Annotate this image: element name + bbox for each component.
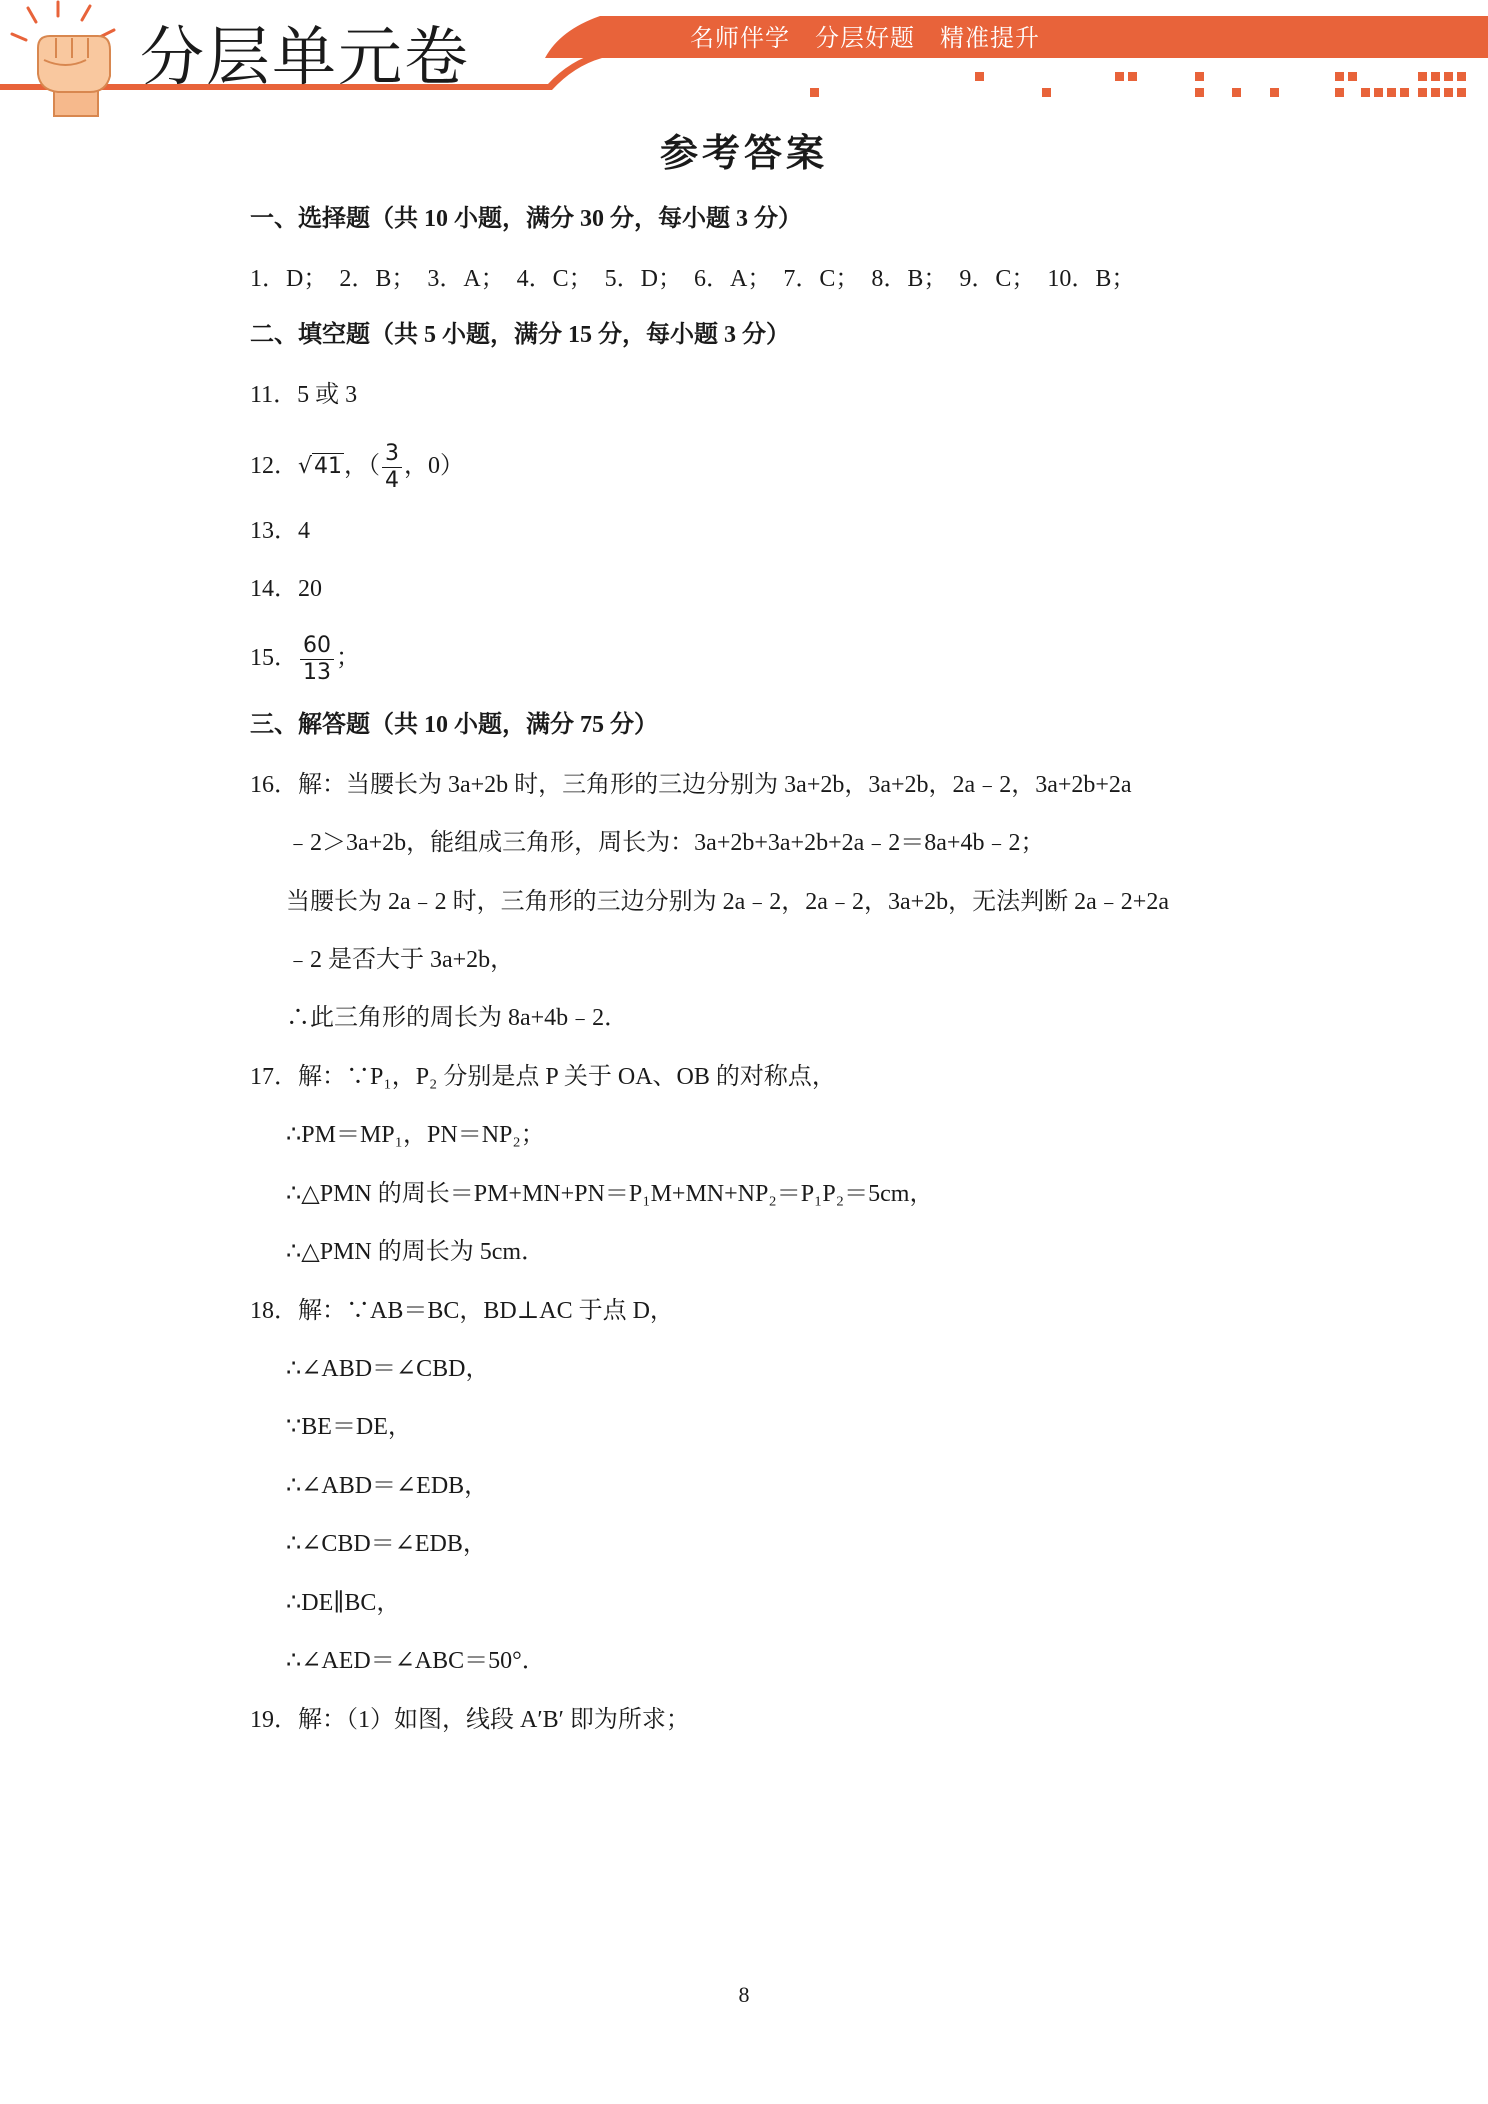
solution-line: ∵BE＝DE， [286,1414,412,1440]
answer-12-mid: ，（ [344,453,381,479]
answer-12-suffix: ，0） [404,453,465,479]
solution-line: ∴PM＝MP₁，PN＝NP₂； [286,1122,545,1148]
answer-12 [250,436,464,497]
fist-logo-icon [6,0,136,120]
answer-15-number: 15． [250,645,298,671]
fraction-denominator: 4 [385,467,400,493]
fraction-numerator: 3 [382,441,402,468]
solution-line: ∴∠ABD＝∠CBD， [286,1356,490,1382]
choice-answers: 1．D； 2．B； 3．A； 4．C； 5．D； 6．A； 7．C； 8．B； 9．C； 10．B； [250,266,1136,292]
answer-15 [250,628,360,688]
solution-line: ∴此三角形的周长为 8a+4b﹣2． [286,1005,629,1031]
solution-line: 19．解：（1）如图，线段 A′B′ 即为所求； [250,1707,690,1733]
solution-line: ∴∠AED＝∠ABC＝50°． [286,1648,546,1674]
answer-14: 14．20 [250,576,322,602]
fraction-3-4 [382,441,402,494]
header-slogan: 名师伴学 分层好题 精准提升 [690,24,1040,52]
fraction-60-13 [300,633,334,686]
solution-line: ∴∠ABD＝∠EDB， [286,1473,489,1499]
brand-title: 分层单元卷 [140,21,470,95]
page-number: 8 [738,1982,750,2007]
answer-15-suffix: ； [336,645,360,671]
solution-line: ∴∠CBD＝∠EDB， [286,1531,487,1557]
fraction-numerator: 60 [300,633,334,660]
solution-line: ﹣2 是否大于 3a+2b， [286,947,515,973]
sqrt-expression: √41 [298,454,343,479]
page-header [0,0,1488,120]
solution-line: 17．解：∵P₁，P₂ 分别是点 P 关于 OA、OB 的对称点， [250,1064,836,1090]
solution-line: 18．解：∵AB＝BC，BD⊥AC 于点 D， [250,1298,674,1324]
solution-line: ∴△PMN 的周长＝PM+MN+PN＝P₁M+MN+NP₂＝P₁P₂＝5cm， [286,1181,934,1207]
solution-line: 当腰长为 2a﹣2 时，三角形的三边分别为 2a﹣2，2a﹣2，3a+2b，无法判断 2a﹣2+2a [286,889,1169,915]
solution-line: ﹣2＞3a+2b，能组成三角形，周长为：3a+2b+3a+2b+2a﹣2＝8a+4b﹣2； [286,830,1045,856]
answer-12-number: 12． [250,453,298,479]
fraction-denominator: 13 [303,659,331,685]
answer-13: 13．4 [250,518,310,544]
solution-line: ∴DE∥BC， [286,1590,401,1616]
page-title: 参考答案 [659,130,828,175]
section-solutions-heading: 三、解答题（共 10 小题，满分 75 分） [250,712,658,738]
answer-11: 11．5 或 3 [250,382,358,408]
solution-line: 16．解：当腰长为 3a+2b 时，三角形的三边分别为 3a+2b，3a+2b，2a﹣2，3a+2b+2a [250,772,1132,798]
sqrt-radicand: 41 [314,454,343,479]
section-fill-heading: 二、填空题（共 5 小题，满分 15 分，每小题 3 分） [250,322,790,348]
section-choice-heading: 一、选择题（共 10 小题，满分 30 分，每小题 3 分） [250,206,802,232]
solution-line: ∴△PMN 的周长为 5cm． [286,1239,546,1265]
